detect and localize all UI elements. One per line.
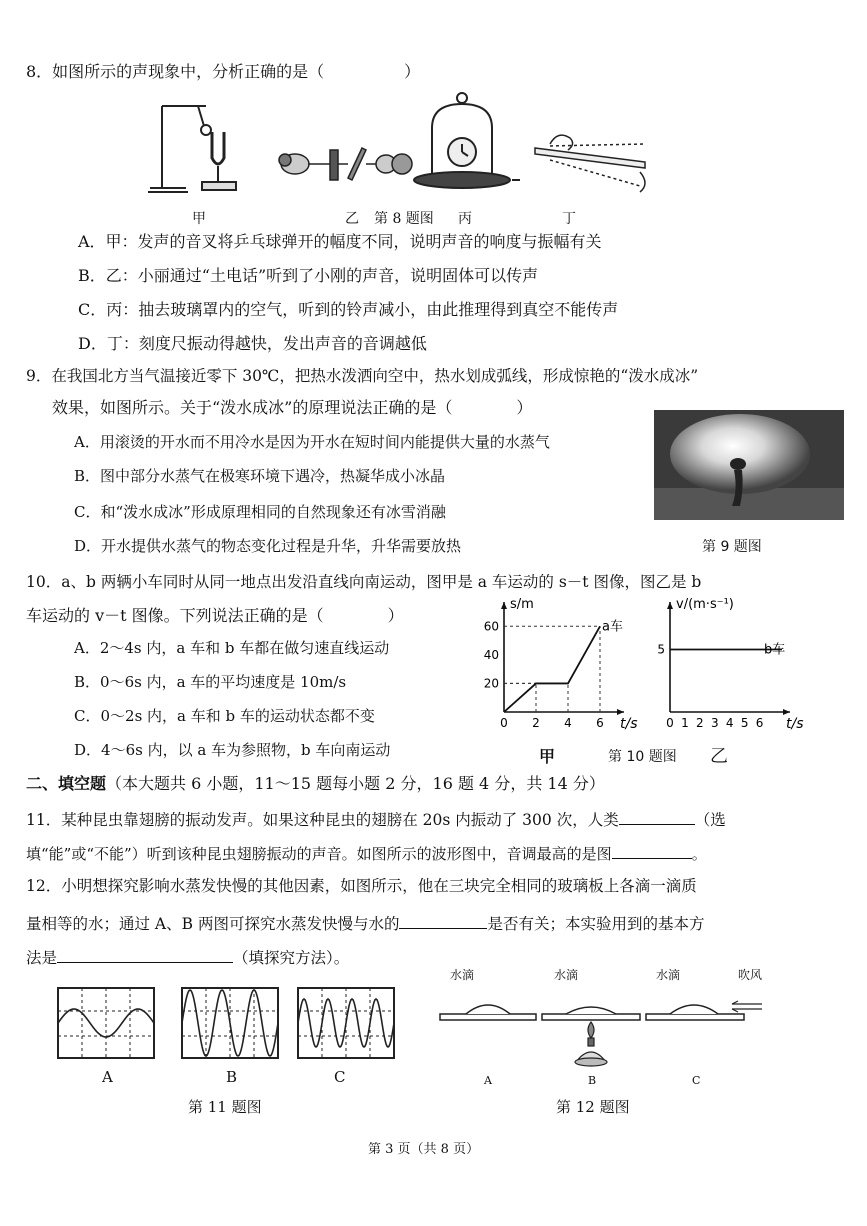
q10-option-a: A．2～4s 内，a 车和 b 车都在做匀速直线运动 xyxy=(74,639,390,657)
q10-stem-line1: 10．a、b 两辆小车同时从同一地点出发沿直线向南运动，图甲是 a 车运动的 s－t 图像，图乙是 b xyxy=(26,573,702,591)
y-tick-label: 40 xyxy=(483,647,499,662)
y-axis-label: v/(m·s⁻¹) xyxy=(676,597,734,612)
q12-line2 xyxy=(26,912,704,934)
x-tick-label: 3 xyxy=(710,716,719,730)
alcohol-lamp xyxy=(575,1022,607,1066)
fig12-label-a: A xyxy=(484,1074,492,1087)
y-axis-arrow xyxy=(667,602,673,609)
q9-stem-line2: 效果，如图所示。关于“泼水成冰”的原理说法正确的是（ ） xyxy=(52,398,533,417)
q10-option-d: D．4～6s 内，以 a 车为参照物，b 车向南运动 xyxy=(74,741,391,759)
q12-plates xyxy=(436,992,766,1072)
q11-blank-2[interactable] xyxy=(612,842,692,859)
q12-blank-2[interactable] xyxy=(57,946,233,963)
fig12-label-c: C xyxy=(692,1074,701,1087)
plate-a xyxy=(440,1014,536,1020)
x-tick-label: 1 xyxy=(681,716,689,730)
x-tick-label: 4 xyxy=(564,716,572,730)
q11-line1-tail: （选 xyxy=(694,811,726,829)
bell-jar-illustration xyxy=(414,93,520,188)
fig12-drop-label-c: 水滴 xyxy=(656,968,681,982)
series-label: a车 xyxy=(602,619,623,635)
y-tick-label: 5 xyxy=(657,642,665,657)
fig12-drop-label-b: 水滴 xyxy=(554,968,579,982)
y-tick-label: 20 xyxy=(483,676,499,691)
q12-line2-tail: 是否有关；本实验用到的基本方 xyxy=(487,915,705,933)
fig10-caption: 第 10 题图 xyxy=(608,749,677,765)
q10-stem-line2: 车运动的 v－t 图像。下列说法正确的是（ ） xyxy=(26,606,404,625)
x-tick-label: 2 xyxy=(696,716,704,730)
q12-line3-text: 法是 xyxy=(26,949,58,967)
q10-chart-jia xyxy=(478,592,638,742)
q8-option-c: C．丙：抽去玻璃罩内的空气，听到的铃声减小，由此推理得到真空不能传声 xyxy=(78,300,619,319)
x-tick-label: 4 xyxy=(725,716,734,730)
fig10-label-jia: 甲 xyxy=(539,747,556,766)
x-axis-arrow xyxy=(783,709,790,715)
x-tick-label: 0 xyxy=(500,716,508,730)
q12-line1: 12．小明想探究影响水蒸发快慢的其他因素，如图所示，他在三块完全相同的玻璃板上各滴一滴质 xyxy=(26,877,697,895)
water-drop-a xyxy=(466,1005,510,1014)
y-axis-label: s/m xyxy=(510,597,534,612)
q9-photo xyxy=(654,410,844,520)
q8-option-b: B．乙：小丽通过“土电话”听到了小刚的声音，说明固体可以传声 xyxy=(78,266,539,285)
series-line xyxy=(504,626,600,712)
fig11-label-a: A xyxy=(102,1068,113,1086)
q10-chart-yi xyxy=(648,592,848,742)
plate-c xyxy=(646,1014,744,1020)
q9-option-c: C．和“泼水成冰”形成原理相同的自然现象还有冰雪消融 xyxy=(74,503,446,521)
q8-option-d: D．丁：刻度尺振动得越快，发出声音的音调越低 xyxy=(78,334,427,353)
x-tick-label: 6 xyxy=(755,716,764,730)
water-drop-c xyxy=(670,1005,718,1014)
fig8-label-yi: 乙 xyxy=(345,211,359,227)
q11-line1-text: 11．某种昆虫靠翅膀的振动发声。如果这种昆虫的翅膀在 20s 内振动了 300 次，人类 xyxy=(26,811,619,829)
q10-option-b: B．0～6s 内，a 车的平均速度是 10m/s xyxy=(74,673,347,691)
q11-line2-text: 填“能”或“不能”）听到该种昆虫翅膀振动的声音。如图所示的波形图中，音调最高的是图 xyxy=(26,845,612,863)
fig8-label-ding: 丁 xyxy=(562,211,576,227)
plate-b xyxy=(542,1014,640,1020)
fig12-wind-label: 吹风 xyxy=(738,968,763,982)
water-drop-b xyxy=(566,1007,616,1014)
q9-stem-line1: 9．在我国北方当气温接近零下 30℃，把热水泼洒向空中，热水划成弧线，形成惊艳的“泼水成冰” xyxy=(26,367,699,385)
x-axis-arrow xyxy=(617,709,624,715)
q11-line1 xyxy=(26,808,726,830)
q12-blank-1[interactable] xyxy=(399,912,487,929)
x-tick-label: 2 xyxy=(532,716,540,730)
fig8-caption: 第 8 题图 xyxy=(374,211,434,227)
q9-option-a: A．用滚烫的开水而不用冷水是因为开水在短时间内能提供大量的水蒸气 xyxy=(74,433,550,451)
x-tick-label: 5 xyxy=(740,716,749,730)
q10-option-c: C．0～2s 内，a 车和 b 车的运动状态都不变 xyxy=(74,707,375,725)
q12-line3 xyxy=(26,946,349,968)
fig12-drop-label-a: 水滴 xyxy=(450,968,475,982)
fig8-label-bing: 丙 xyxy=(458,211,472,227)
q11-line2 xyxy=(26,842,707,864)
q12-line2-text: 量相等的水；通过 A、B 两图可探究水蒸发快慢与水的 xyxy=(26,915,400,933)
fig11-label-b: B xyxy=(226,1068,238,1086)
waveform-c xyxy=(298,988,394,1058)
waveform-b xyxy=(182,988,278,1058)
fig12-label-b: B xyxy=(588,1074,597,1087)
fig8-label-jia: 甲 xyxy=(192,211,206,227)
q8-figure xyxy=(140,88,660,218)
y-axis-arrow xyxy=(501,602,507,609)
y-tick-label: 60 xyxy=(483,619,499,634)
q11-waveforms xyxy=(56,986,396,1066)
q11-blank-1[interactable] xyxy=(619,808,695,825)
tuning-fork-illustration xyxy=(148,106,236,192)
fig9-caption: 第 9 题图 xyxy=(702,539,762,555)
arrow-icon xyxy=(732,1001,762,1012)
section2-heading xyxy=(26,774,605,794)
q9-option-d: D．开水提供水蒸气的物态变化过程是升华，升华需要放热 xyxy=(74,537,462,555)
series-label: b车 xyxy=(764,642,786,658)
fig11-caption: 第 11 题图 xyxy=(188,1098,262,1116)
fig11-label-c: C xyxy=(334,1068,346,1086)
x-axis-label: t/s xyxy=(786,716,804,732)
page-footer: 第 3 页（共 8 页） xyxy=(368,1142,480,1157)
q8-option-a: A．甲：发声的音叉将乒乓球弹开的幅度不同，说明声音的响度与振幅有关 xyxy=(78,232,602,251)
section2-note: （本大题共 6 小题，11～15 题每小题 2 分，16 题 4 分，共 14 分） xyxy=(106,774,605,793)
section2-title: 二、填空题 xyxy=(26,774,107,793)
q11-line2-tail: 。 xyxy=(691,845,707,863)
q9-option-b: B．图中部分水蒸气在极寒环境下遇冷，热凝华成小冰晶 xyxy=(74,467,446,485)
ruler-illustration xyxy=(535,135,645,192)
fig12-caption: 第 12 题图 xyxy=(556,1098,630,1116)
q8-stem: 8．如图所示的声现象中，分析正确的是（ ） xyxy=(26,62,421,81)
string-telephone-illustration xyxy=(279,148,412,180)
q12-line3-tail: （填探究方法）。 xyxy=(233,949,350,967)
x-tick-label: 6 xyxy=(596,716,604,730)
fig10-label-yi: 乙 xyxy=(710,746,728,767)
x-axis-label: t/s xyxy=(620,716,638,732)
x-tick-label: 0 xyxy=(666,716,674,730)
waveform-a xyxy=(58,988,154,1058)
